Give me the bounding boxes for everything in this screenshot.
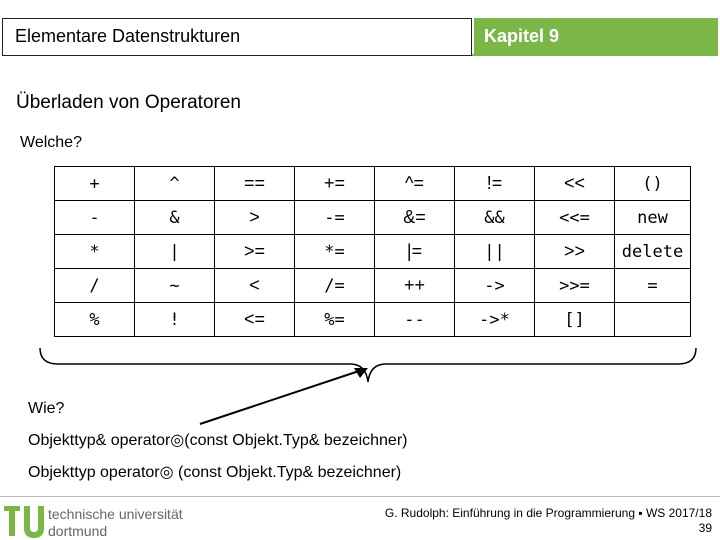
operator-cell: == [215,167,295,201]
operator-cell: <<= [535,201,615,235]
course-credit: G. Rudolph: Einführung in die Programmierung ▪ WS 2017/18 [384,506,712,520]
subheading-welche: Welche? [20,134,82,151]
operator-cell: ~ [135,269,215,303]
operator-cell: >> [535,235,615,269]
operator-cell: || [455,235,535,269]
operator-cell: ++ [375,269,455,303]
operator-cell: delete [615,235,691,269]
operator-cell: >= [215,235,295,269]
operator-cell: & [135,201,215,235]
chapter-label: Kapitel 9 [474,18,718,56]
operators-table [54,166,691,337]
operator-cell: / [55,269,135,303]
university-name [48,506,183,540]
operator-cell: ^ [135,167,215,201]
pointer-arrow [190,362,390,432]
operator-cell: () [615,167,691,201]
operator-cell: + [55,167,135,201]
signature-by-value: Objekttyp operator◎ (const Objekt.Typ& bezeichner) [28,464,402,481]
operator-cell: %= [295,303,375,337]
operator-cell: = [615,269,691,303]
signature-by-reference: Objekttyp& operator◎(const Objekt.Typ& bezeichner) [28,432,408,449]
operator-cell: ^= [375,167,455,201]
operator-cell: << [535,167,615,201]
operator-cell [615,303,691,337]
operator-cell: |= [375,235,455,269]
slide-heading: Überladen von Operatoren [16,92,241,113]
operator-cell: <= [215,303,295,337]
page-number: 39 [698,521,712,535]
footer-credit [385,506,712,536]
university-name-line2: dortmund [48,523,108,539]
table-row [55,303,691,337]
tu-logo [4,504,46,538]
operator-cell: -- [375,303,455,337]
operator-cell: /= [295,269,375,303]
operator-cell: &= [375,201,455,235]
operator-cell: | [135,235,215,269]
operator-cell: ! [135,303,215,337]
table-row [55,167,691,201]
operator-cell: [] [535,303,615,337]
operator-cell: * [55,235,135,269]
table-row [55,235,691,269]
operator-cell: ->* [455,303,535,337]
wie-label: Wie? [28,400,65,417]
university-name-line1: technische universität [48,506,183,522]
operator-cell: *= [295,235,375,269]
operator-cell: new [615,201,691,235]
operator-cell: >>= [535,269,615,303]
header-title: Elementare Datenstrukturen [2,18,472,56]
operator-cell: != [455,167,535,201]
operator-cell: && [455,201,535,235]
slide-header [2,18,718,56]
table-row [55,269,691,303]
operator-cell: < [215,269,295,303]
operator-cell: > [215,201,295,235]
operator-cell: -= [295,201,375,235]
operator-cell: % [55,303,135,337]
operator-cell: += [295,167,375,201]
footer-divider [0,496,720,497]
table-row [55,201,691,235]
operator-cell: -> [455,269,535,303]
operator-cell: - [55,201,135,235]
